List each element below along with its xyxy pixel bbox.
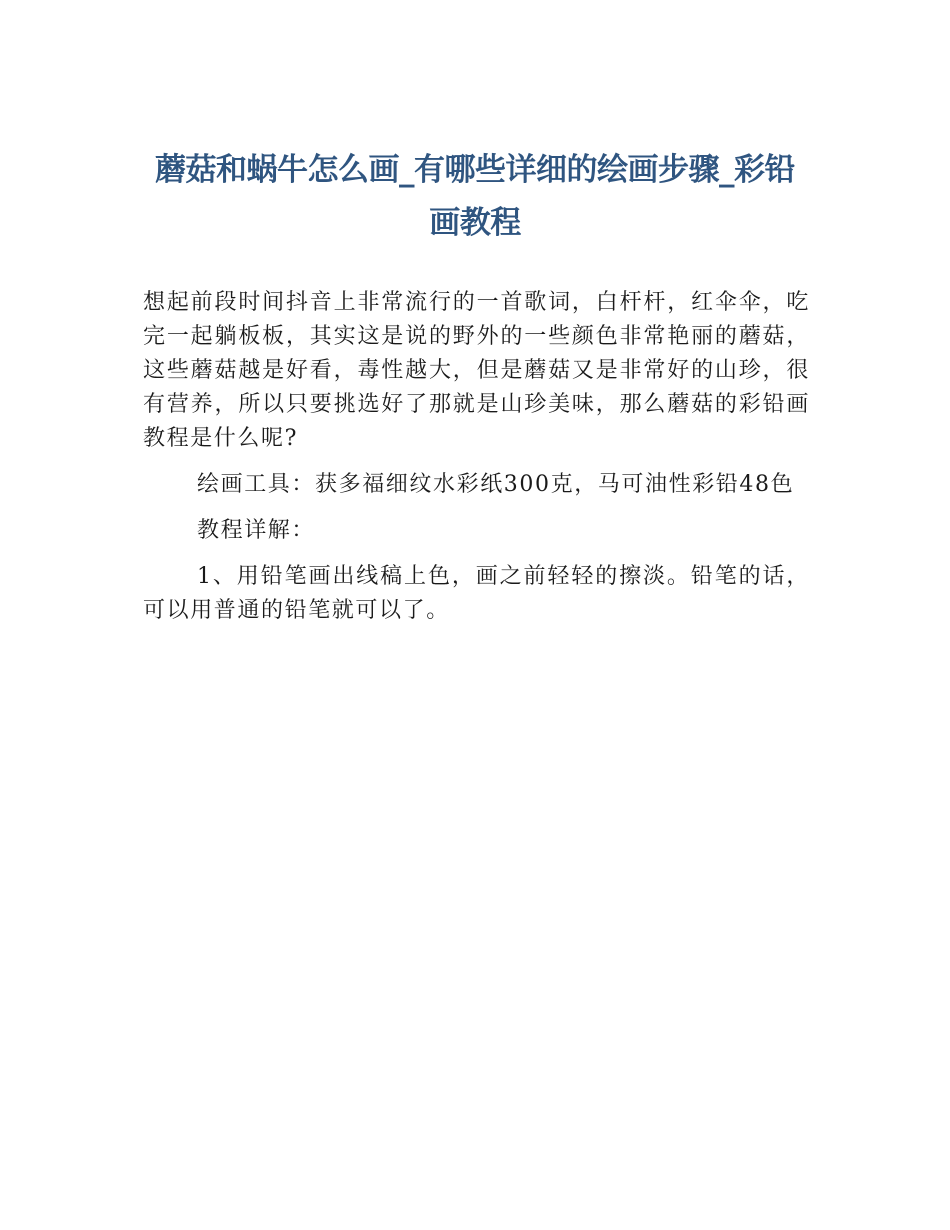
document-body: [143, 286, 810, 640]
intro-paragraph: 想起前段时间抖音上非常流行的一首歌词，白杆杆，红伞伞，吃完一起躺板板，其实这是说的野外的一些颜色非常艳丽的蘑菇，这些蘑菇越是好看，毒性越大，但是蘑菇又是非常好的山珍，很有营养，所以只要挑选好了那就是山珍美味，那么蘑菇的彩铅画教程是什么呢?: [143, 290, 810, 451]
step-1-paragraph: 1、用铅笔画出线稿上色，画之前轻轻的擦淡。铅笔的话，可以用普通的铅笔就可以了。: [143, 564, 810, 623]
document-title: 蘑菇和蜗牛怎么画_有哪些详细的绘画步骤_彩铅画教程: [155, 152, 795, 241]
tutorial-heading-paragraph: 教程详解：: [197, 518, 316, 543]
tools-paragraph: 绘画工具：获多福细纹水彩纸300克，马可油性彩铅48色: [197, 472, 795, 497]
